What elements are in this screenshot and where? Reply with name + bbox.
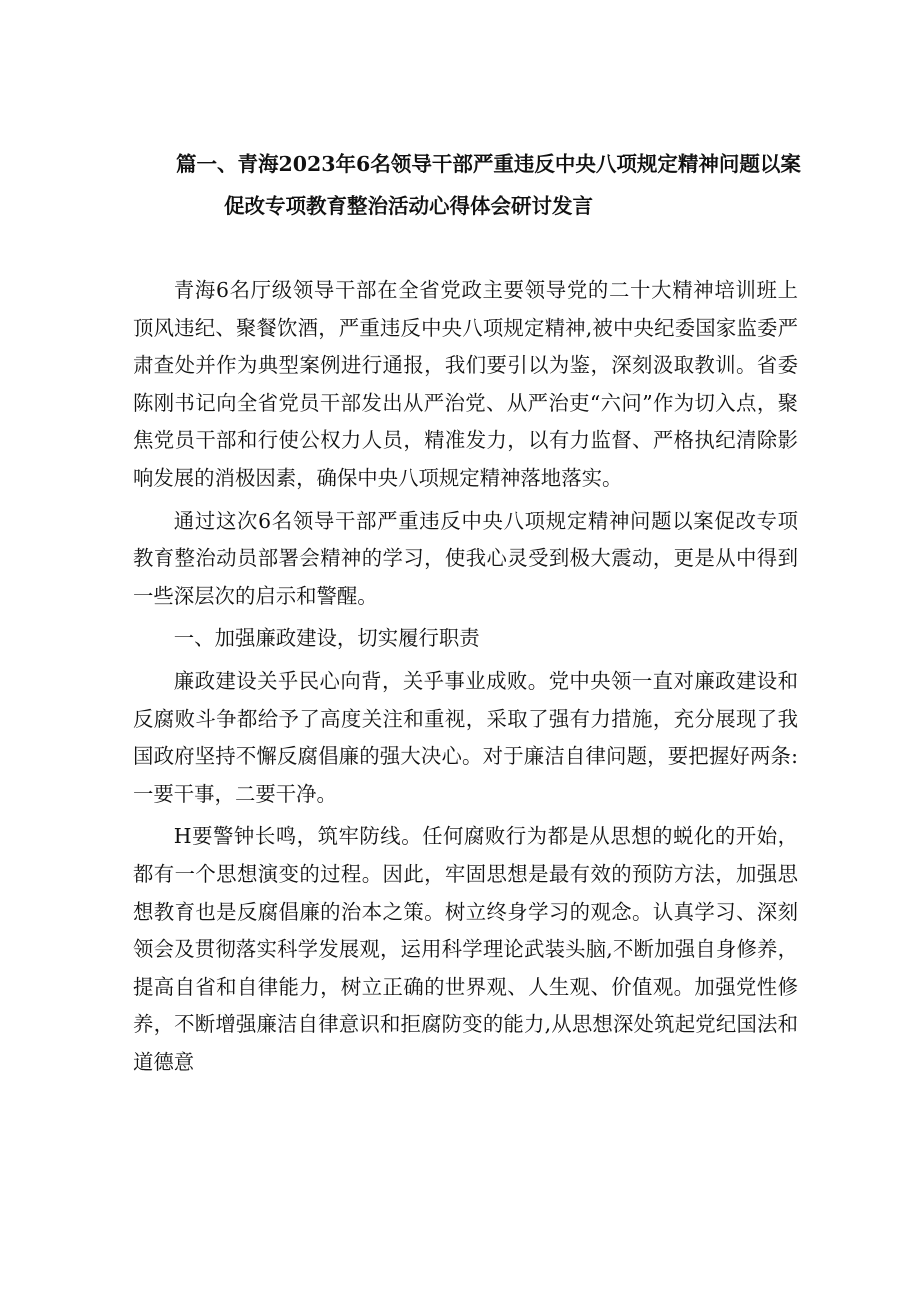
- paragraph-integrity: 廉政建设关乎民心向背，关乎事业成败。党中央领一直对廉政建设和反腐败斗争都给予了高度关注和重视，采取了强有力措施，充分展现了我国政府坚持不懈反腐倡廉的强大决心。对于廉洁自律问题，要把握好两条:一要干事，二要干净。: [133, 668, 798, 806]
- paragraph-alarm: H要警钟长鸣，筑牢防线。任何腐败行为都是从思想的蜕化的开始，都有一个思想演变的过程。因此，牢固思想是最有效的预防方法，加强思想教育也是反腐倡廉的治本之策。树立终身学习的观念。认真学习、深刻领会及贯彻落实科学发展观，运用科学理论武装头脑,不断加强自身修养，提高自省和自律能力，树立正确的世界观、人生观、价值观。加强党性修养，不断增强廉洁自律意识和拒腐防变的能力,从思想深处筑起党纪国法和道德意: [133, 824, 798, 1074]
- document-title: [120, 143, 810, 227]
- title-line-1: 篇一、青海2023年6名领导干部严重违反中央八项规定精神问题以案: [176, 152, 801, 176]
- title-line-2: 促改专项教育整治活动心得体会研讨发言: [224, 194, 593, 218]
- paragraph-intro: 青海6名厅级领导干部在全省党政主要领导党的二十大精神培训班上顶风违纪、聚餐饮酒，严重违反中央八项规定精神,被中央纪委国家监委严肃查处并作为典型案例进行通报，我们要引以为鉴，深刻汲取教训。省委陈刚书记向全省党员干部发出从严治党、从严治吏“六问”作为切入点，聚焦党员干部和行使公权力人员，精准发力，以有力监督、严格执纪清除影响发展的消极因素，确保中央八项规定精神落地落实。: [133, 278, 798, 490]
- paragraph-study: 通过这次6名领导干部严重违反中央八项规定精神问题以案促改专项教育整治动员部署会精神的学习，使我心灵受到极大震动，更是从中得到一些深层次的启示和警醒。: [133, 508, 798, 608]
- section-heading: 一、加强廉政建设，切实履行职责: [173, 626, 480, 651]
- document-body: [133, 272, 798, 1086]
